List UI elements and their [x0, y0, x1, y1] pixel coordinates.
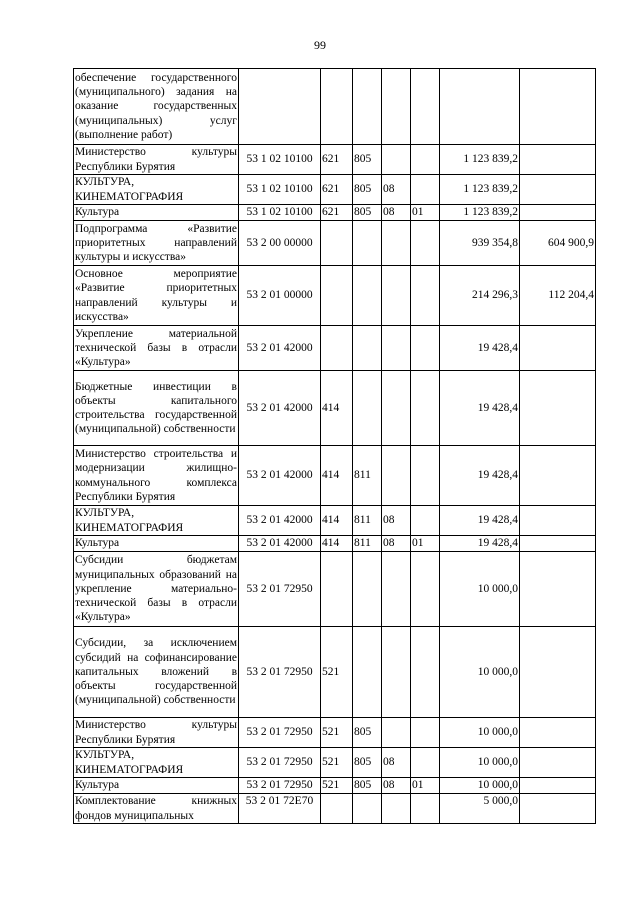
- budget-table: [73, 68, 596, 824]
- expense-type: 621: [321, 175, 353, 205]
- row-name: КУЛЬТУРА, КИНЕМАТОГРАФИЯ: [74, 748, 239, 778]
- expense-type: 621: [321, 145, 353, 175]
- subsection-code: [411, 627, 440, 718]
- table-row: [74, 205, 596, 221]
- table-row: [74, 446, 596, 506]
- row-name: Культура: [74, 205, 239, 221]
- administrator-code: 811: [353, 506, 382, 536]
- section-code: 08: [382, 205, 411, 221]
- amount-1: [440, 69, 520, 145]
- section-code: 08: [382, 748, 411, 778]
- section-code: [382, 794, 411, 824]
- amount-1: 214 296,3: [440, 266, 520, 326]
- expense-type: [321, 326, 353, 371]
- target-code: 53 2 01 42000: [239, 506, 321, 536]
- amount-1: 10 000,0: [440, 552, 520, 627]
- section-code: 08: [382, 175, 411, 205]
- administrator-code: 811: [353, 536, 382, 552]
- row-name: Подпрограмма «Развитие приоритетных направлений культуры и искусства»: [74, 221, 239, 266]
- amount-2: [520, 326, 596, 371]
- expense-type: [321, 69, 353, 145]
- target-code: 53 2 00 00000: [239, 221, 321, 266]
- administrator-code: 805: [353, 175, 382, 205]
- amount-1: 939 354,8: [440, 221, 520, 266]
- table-row: [74, 552, 596, 627]
- section-code: [382, 552, 411, 627]
- row-name: Министерство строительства и модернизации жилищно-коммунального комплекса Республики Бурятия: [74, 446, 239, 506]
- row-name: Министерство культуры Республики Бурятия: [75, 146, 237, 173]
- table-row: [74, 175, 596, 205]
- subsection-code: [411, 145, 440, 175]
- amount-2: [520, 145, 596, 175]
- amount-2: [520, 69, 596, 145]
- section-code: [382, 221, 411, 266]
- table-row: [74, 778, 596, 794]
- table-row: [74, 145, 596, 175]
- target-code: 53 2 01 42000: [239, 371, 321, 446]
- section-code: [382, 446, 411, 506]
- row-name: КУЛЬТУРА, КИНЕМАТОГРАФИЯ: [74, 506, 239, 536]
- amount-2: [520, 536, 596, 552]
- target-code: 53 2 01 42000: [239, 326, 321, 371]
- subsection-code: [411, 371, 440, 446]
- expense-type: 621: [321, 205, 353, 221]
- amount-2: [520, 446, 596, 506]
- amount-1: 19 428,4: [440, 371, 520, 446]
- subsection-code: 01: [411, 205, 440, 221]
- amount-1: 19 428,4: [440, 326, 520, 371]
- amount-2: [520, 506, 596, 536]
- section-code: [382, 266, 411, 326]
- page-number: 99: [314, 38, 326, 52]
- section-code: [382, 326, 411, 371]
- administrator-code: [353, 326, 382, 371]
- amount-1: 19 428,4: [440, 506, 520, 536]
- administrator-code: [353, 627, 382, 718]
- amount-1: 5 000,0: [440, 794, 520, 824]
- row-name: КУЛЬТУРА, КИНЕМАТОГРАФИЯ: [74, 175, 239, 205]
- table-row: [74, 718, 596, 748]
- subsection-code: 01: [411, 778, 440, 794]
- subsection-code: [411, 221, 440, 266]
- table-row: [74, 536, 596, 552]
- subsection-code: [411, 748, 440, 778]
- section-code: 08: [382, 778, 411, 794]
- target-code: 53 2 01 72950: [239, 552, 321, 627]
- expense-type: 414: [321, 536, 353, 552]
- row-name: Субсидии бюджетам муниципальных образований на укрепление материально-технической базы в отрасли «Культура»: [74, 552, 239, 627]
- amount-2: [520, 718, 596, 748]
- row-name: Субсидии, за исключением субсидий на софинансирование капитальных вложений в объекты государственной (муниципальной) собственности: [74, 627, 239, 718]
- row-name: обеспечение государственного (муниципального) задания на оказание государственных (муниципальных) услуг (выполнение работ): [74, 69, 239, 145]
- section-code: [382, 69, 411, 145]
- administrator-code: [353, 69, 382, 145]
- amount-2: [520, 175, 596, 205]
- subsection-code: [411, 794, 440, 824]
- subsection-code: [411, 326, 440, 371]
- row-name: Комплектование книжных фондов муниципальных: [75, 795, 237, 822]
- expense-type: [321, 266, 353, 326]
- amount-2: [520, 205, 596, 221]
- expense-type: 521: [321, 718, 353, 748]
- amount-2: 112 204,4: [520, 266, 596, 326]
- amount-1: 1 123 839,2: [440, 205, 520, 221]
- amount-1: 1 123 839,2: [440, 145, 520, 175]
- target-code: 53 1 02 10100: [239, 145, 321, 175]
- section-code: [382, 627, 411, 718]
- amount-2: [520, 794, 596, 824]
- target-code: 53 2 01 72950: [239, 748, 321, 778]
- subsection-code: [411, 69, 440, 145]
- administrator-code: [353, 552, 382, 627]
- subsection-code: [411, 506, 440, 536]
- row-name: Укрепление материальной технической базы в отрасли «Культура»: [74, 326, 239, 371]
- amount-1: 10 000,0: [440, 748, 520, 778]
- administrator-code: 805: [353, 145, 382, 175]
- expense-type: 414: [321, 371, 353, 446]
- expense-type: 521: [321, 627, 353, 718]
- table-row: [74, 371, 596, 446]
- administrator-code: 805: [353, 205, 382, 221]
- administrator-code: [353, 266, 382, 326]
- subsection-code: [411, 718, 440, 748]
- amount-1: 1 123 839,2: [440, 175, 520, 205]
- amount-2: [520, 778, 596, 794]
- administrator-code: 805: [353, 778, 382, 794]
- table-body: [74, 69, 596, 824]
- target-code: 53 2 01 42000: [239, 446, 321, 506]
- target-code: 53 2 01 72950: [239, 627, 321, 718]
- amount-1: 10 000,0: [440, 718, 520, 748]
- table-row: [74, 748, 596, 778]
- expense-type: 414: [321, 446, 353, 506]
- target-code: [239, 69, 321, 145]
- section-code: [382, 371, 411, 446]
- amount-1: 10 000,0: [440, 627, 520, 718]
- section-code: 08: [382, 536, 411, 552]
- administrator-code: [353, 221, 382, 266]
- expense-type: [321, 552, 353, 627]
- subsection-code: [411, 266, 440, 326]
- target-code: 53 1 02 10100: [239, 175, 321, 205]
- administrator-code: 805: [353, 718, 382, 748]
- amount-2: [520, 748, 596, 778]
- target-code: 53 2 01 72950: [239, 778, 321, 794]
- table-row: [74, 69, 596, 145]
- table-row: [74, 266, 596, 326]
- subsection-code: [411, 175, 440, 205]
- section-code: [382, 145, 411, 175]
- table-row: [74, 506, 596, 536]
- expense-type: [321, 221, 353, 266]
- administrator-code: [353, 794, 382, 824]
- amount-2: [520, 627, 596, 718]
- target-code: 53 2 01 00000: [239, 266, 321, 326]
- administrator-code: 805: [353, 748, 382, 778]
- row-name: Бюджетные инвестиции в объекты капитального строительства государственной (муниципальной) собственности: [74, 371, 239, 446]
- amount-1: 19 428,4: [440, 536, 520, 552]
- row-name: Культура: [74, 778, 239, 794]
- amount-1: 10 000,0: [440, 778, 520, 794]
- amount-2: [520, 371, 596, 446]
- row-name: Министерство культуры Республики Бурятия: [75, 719, 237, 746]
- expense-type: 414: [321, 506, 353, 536]
- row-name: Культура: [74, 536, 239, 552]
- target-code: 53 2 01 72Е70: [239, 794, 321, 824]
- subsection-code: [411, 446, 440, 506]
- table-row: [74, 794, 596, 824]
- subsection-code: 01: [411, 536, 440, 552]
- expense-type: 521: [321, 748, 353, 778]
- amount-2: [520, 552, 596, 627]
- expense-type: [321, 794, 353, 824]
- table-row: [74, 221, 596, 266]
- subsection-code: [411, 552, 440, 627]
- target-code: 53 2 01 72950: [239, 718, 321, 748]
- section-code: [382, 718, 411, 748]
- target-code: 53 2 01 42000: [239, 536, 321, 552]
- administrator-code: 811: [353, 446, 382, 506]
- administrator-code: [353, 371, 382, 446]
- amount-2: 604 900,9: [520, 221, 596, 266]
- target-code: 53 1 02 10100: [239, 205, 321, 221]
- row-name: Основное мероприятие «Развитие приоритетных направлений культуры и искусства»: [74, 266, 239, 326]
- table-row: [74, 326, 596, 371]
- section-code: 08: [382, 506, 411, 536]
- expense-type: 521: [321, 778, 353, 794]
- table-row: [74, 627, 596, 718]
- amount-1: 19 428,4: [440, 446, 520, 506]
